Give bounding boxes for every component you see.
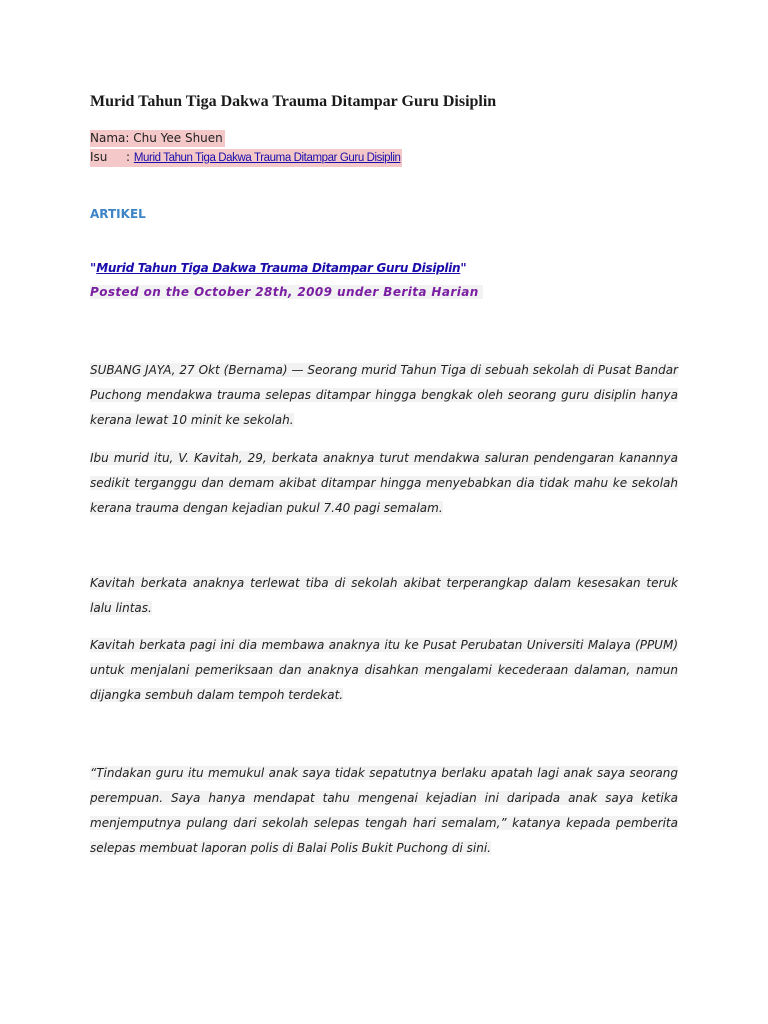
post-title [90, 261, 467, 275]
article-paragraph-text: Kavitah berkata pagi ini dia membawa anaknya itu ke Pusat Perubatan Universiti Malaya (PPUM) untuk menjalani pemeriksaan dan anaknya disahkan mengalami kecederaan dalaman, namun dijangka sembuh dalam tempoh terdekat. [90, 638, 678, 702]
section-label: ARTIKEL [90, 207, 146, 221]
article-paragraph [90, 633, 678, 708]
article-paragraph [90, 761, 678, 861]
article-paragraph-text: SUBANG JAYA, 27 Okt (Bernama) — Seorang murid Tahun Tiga di sebuah sekolah di Pusat Bandar Puchong mendakwa trauma selepas ditampar hingga bengkak oleh seorang guru disiplin hanya kerana lewat 10 minit ke sekolah. [90, 363, 678, 427]
article-paragraph [90, 358, 678, 433]
issue-link[interactable]: Murid Tahun Tiga Dakwa Trauma Ditampar Guru Disiplin [133, 152, 401, 164]
issue-label: Isu [90, 150, 108, 164]
post-title-quote-open: " [90, 261, 97, 275]
author-name-line: Nama: Chu Yee Shuen [90, 131, 223, 145]
article-paragraph-text: Ibu murid itu, V. Kavitah, 29, berkata anaknya turut mendakwa saluran pendengaran kanannya sedikit terganggu dan demam akibat ditampar hingga menyebabkan dia tidak mahu ke sekolah kerana trauma dengan kejadian pukul 7.40 pagi semalam. [90, 451, 678, 515]
article-paragraph [90, 446, 678, 521]
issue-separator: : [126, 150, 131, 164]
article-paragraph-text: “Tindakan guru itu memukul anak saya tidak sepatutnya berlaku apatah lagi anak saya seorang perempuan. Saya hanya mendapat tahu mengenai kejadian ini daripada anak saya ketika menjemputnya pulang dari sekolah selepas tengah hari semalam,” katanya kepada pemberita selepas membuat laporan polis di Balai Polis Bukit Puchong di sini. [90, 766, 678, 855]
post-title-quote-close: " [460, 261, 467, 275]
issue-line [90, 149, 402, 167]
post-title-link[interactable]: Murid Tahun Tiga Dakwa Trauma Ditampar Guru Disiplin [96, 261, 461, 275]
posted-line: Posted on the October 28th, 2009 under Berita Harian [90, 285, 483, 299]
article-paragraph [90, 571, 678, 621]
article-paragraph-text: Kavitah berkata anaknya terlewat tiba di sekolah akibat terperangkap dalam kesesakan teruk lalu lintas. [90, 576, 678, 615]
document-title: Murid Tahun Tiga Dakwa Trauma Ditampar Guru Disiplin [90, 93, 497, 110]
